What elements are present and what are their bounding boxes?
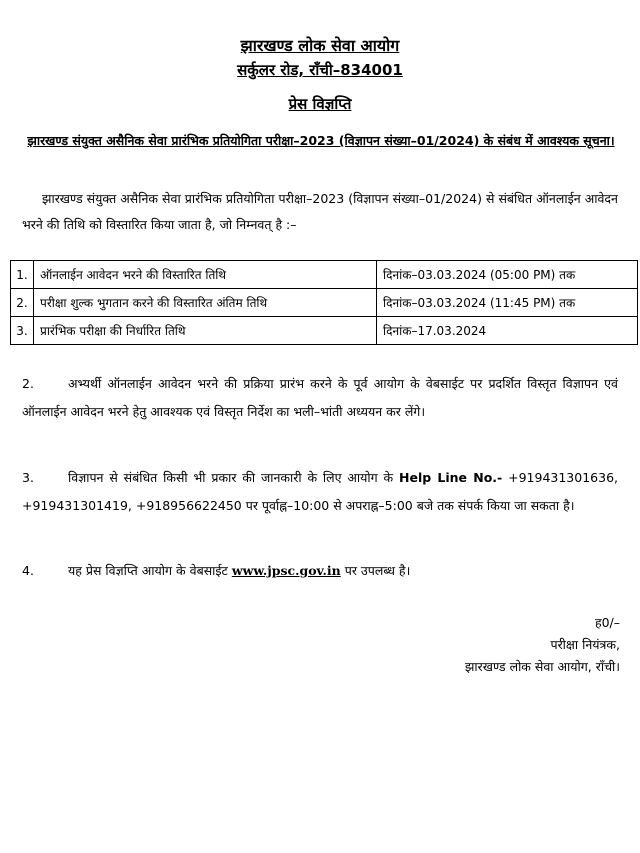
row-description: ऑनलाईन आवेदन भरने की विस्तारित तिथि	[34, 261, 377, 289]
point-number: 2.	[22, 376, 34, 391]
row-description: प्रारंभिक परीक्षा की निर्धारित तिथि	[34, 317, 377, 345]
signature-org: झारखण्ड लोक सेवा आयोग, राँची।	[464, 659, 620, 674]
helpline-label: Help Line No.-	[399, 470, 503, 485]
point-text: अभ्यर्थी ऑनलाईन आवेदन भरने की प्रक्रिया प्रारंभ करने के पूर्व आयोग के वेबसाईट पर प्रदर्शित विस्तृत विज्ञापन एवं ऑनलाईन आवेदन भरने हेतु आवश्यक एवं विस्तृत निर्देश का भली–भांती अध्ययन कर लेंगे।	[22, 376, 618, 419]
point-text: यह प्रेस विज्ञप्ति आयोग के वेबसाईट	[68, 563, 228, 578]
point-number: 3.	[22, 470, 34, 485]
document-type-heading: प्रेस विज्ञप्ति	[288, 95, 352, 113]
row-serial: 2.	[11, 289, 34, 317]
point-text: विज्ञापन से संबंधित किसी भी प्रकार की जानकारी के लिए आयोग के	[68, 470, 394, 485]
row-serial: 1.	[11, 261, 34, 289]
row-date: दिनांक–03.03.2024 (05:00 PM) तक	[377, 261, 638, 289]
point-3-paragraph	[22, 464, 618, 520]
signature-sd: ह0/–	[594, 615, 620, 630]
row-description: परीक्षा शुल्क भुगतान करने की विस्तारित अंतिम तिथि	[34, 289, 377, 317]
table-row	[11, 317, 638, 345]
dates-table	[10, 260, 638, 345]
row-serial: 3.	[11, 317, 34, 345]
table-row	[11, 261, 638, 289]
website-link[interactable]: www.jpsc.gov.in	[231, 563, 341, 578]
row-date: दिनांक–17.03.2024	[377, 317, 638, 345]
point-text-end: पर उपलब्ध है।	[344, 563, 411, 578]
helpline-numbers-text: +919431301636, +919431301419, +918956622450 पर पूर्वाह्न–10:00 से अपराह्न–5:00 बजे तक संपर्क किया जा सकता है।	[22, 470, 618, 513]
point-number: 4.	[22, 563, 34, 578]
subject-line: झारखण्ड संयुक्त असैनिक सेवा प्रारंभिक प्रतियोगिता परीक्षा–2023 (विज्ञापन संख्या–01/2024) के संबंध में आवश्यक सूचना।	[27, 133, 615, 148]
point-4-paragraph	[22, 558, 618, 584]
point-2-paragraph	[22, 370, 618, 426]
row-date: दिनांक–03.03.2024 (11:45 PM) तक	[377, 289, 638, 317]
org-name-heading: झारखण्ड लोक सेवा आयोग	[240, 36, 400, 55]
signature-block	[380, 612, 620, 678]
table-row	[11, 289, 638, 317]
intro-paragraph: झारखण्ड संयुक्त असैनिक सेवा प्रारंभिक प्रतियोगिता परीक्षा–2023 (विज्ञापन संख्या–01/2024) से संबंधित ऑनलाईन आवेदन भरने की तिथि को विस्तारित किया जाता है, जो निम्नवत् है :–	[22, 191, 618, 232]
org-address: सर्कुलर रोड, राँची–834001	[237, 61, 403, 79]
signature-designation: परीक्षा नियंत्रक,	[550, 637, 620, 652]
